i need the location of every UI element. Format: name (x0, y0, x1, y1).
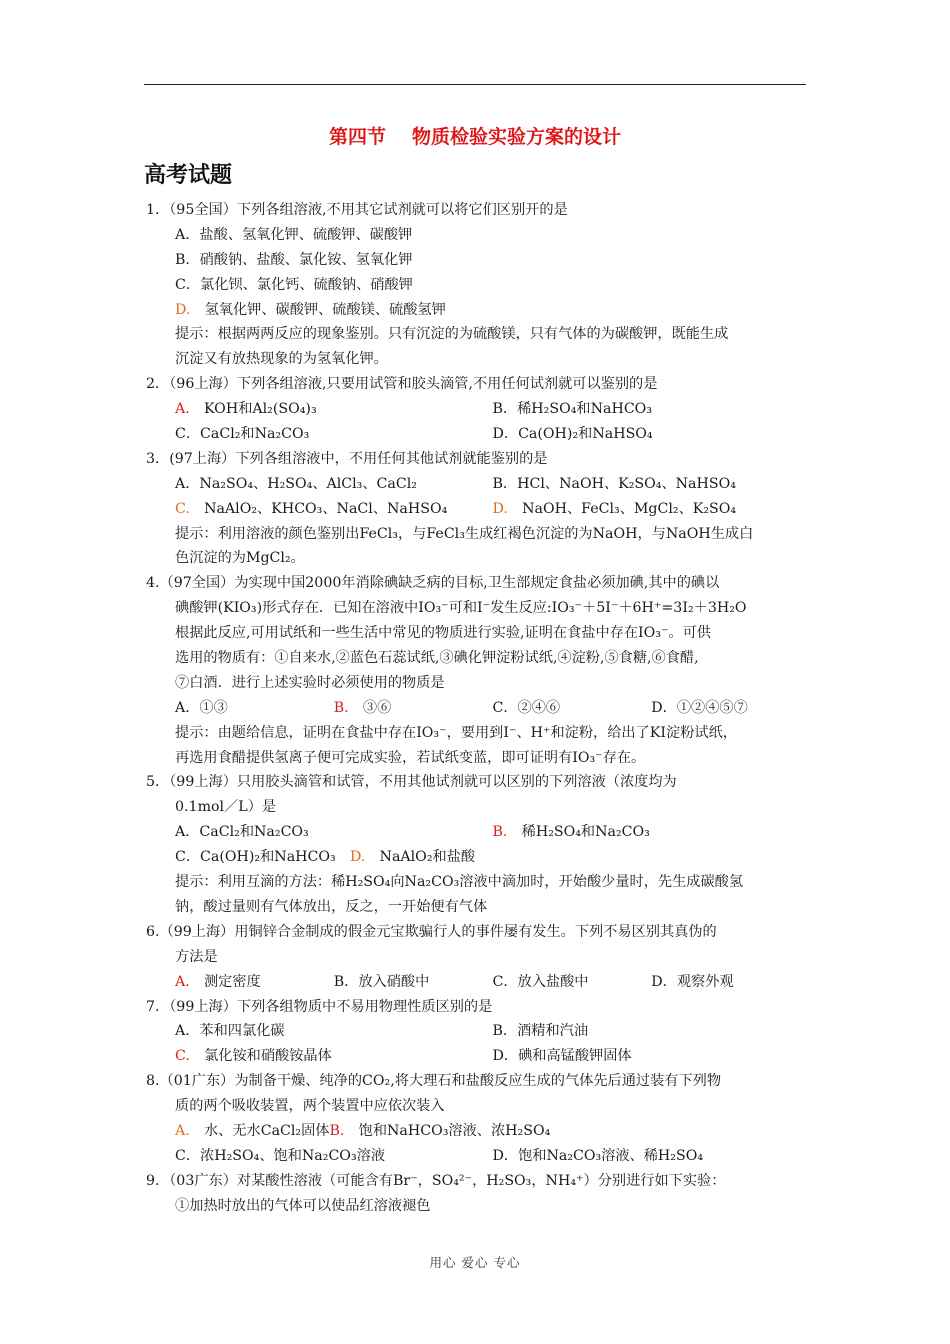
q5-stem-cont: 0.1mol／L）是 (175, 799, 277, 816)
q8-stem-cont: 质的两个吸收装置，两个装置中应依次装入 (175, 1098, 445, 1115)
q4-options: A．①③ B. ③⑥ C．②④⑥ D．①②④⑤⑦ (175, 699, 748, 716)
q5-hint: 提示：利用互滴的方法：稀H₂SO₄向Na₂CO₃溶液中滴加时，开始酸少量时，先生成碳酸氢 (175, 874, 744, 891)
question-list (146, 198, 810, 1219)
q7-stem: 7．（99上海）下列各组物质中不易用物理性质区别的是 (146, 998, 493, 1015)
answer-marker: C. (175, 500, 190, 517)
page-footer: 用心 爱心 专心 (429, 1255, 521, 1270)
answer-marker: B. (329, 1122, 345, 1139)
q4-stem-4: 选用的物质有：①自来水,②蓝色石蕊试纸,③碘化钾淀粉试纸,④淀粉,⑤食糖,⑥食醋, (175, 650, 699, 667)
q4-stem-3: 根据此反应,可用试纸和一些生活中常见的物质进行实验,证明在食盐中存在IO₃⁻。可供 (175, 625, 711, 642)
q8-options-ab: A. 水、无水CaCl₂固体B. 饱和NaHCO₃溶液、浓H₂SO₄ (175, 1122, 551, 1139)
q8-stem: 8.（01广东）为制备干燥、纯净的CO₂,将大理石和盐酸反应生成的气体先后通过装有下列物 (146, 1073, 722, 1090)
answer-marker: D. (175, 301, 191, 318)
q3-options-cd: C. NaAlO₂、KHCO₃、NaCl、NaHSO₄ D. NaOH、FeCl₃、MgCl₂、K₂SO₄ (175, 500, 737, 517)
section-title: 第四节 物质检验实验方案的设计 (328, 126, 622, 148)
q4-stem-2: 碘酸钾(KIO₃)形式存在．已知在溶液中IO₃⁻可和I⁻发生反应:IO₃⁻＋5I⁻＋6H⁺=3I₂＋3H₂O (175, 600, 747, 617)
q1-hint: 提示：根据两两反应的现象鉴别。只有沉淀的为硫酸镁，只有气体的为碳酸钾，既能生成 (175, 326, 729, 343)
answer-marker: D. (349, 849, 366, 866)
q1-option-b: B．硝酸钠、盐酸、氯化铵、氢氧化钾 (175, 251, 413, 268)
q1-option-d: D. 氢氧化钾、碳酸钾、硫酸镁、硫酸氢钾 (175, 301, 446, 318)
q1-option-a: A．盐酸、氢氧化钾、硫酸钾、碳酸钾 (175, 226, 413, 243)
q5-options-ab: A．CaCl₂和Na₂CO₃ B. 稀H₂SO₄和Na₂CO₃ (175, 824, 650, 841)
answer-marker: C. (175, 1048, 190, 1065)
q5-stem: 5．（99上海）只用胶头滴管和试管，不用其他试剂就可以区别的下列溶液（浓度均为 (146, 774, 677, 791)
answer-marker: A. (175, 973, 190, 990)
q4-stem-1: 4.（97全国）为实现中国2000年消除碘缺乏病的目标,卫生部规定食盐必须加碘,其中的碘以 (146, 575, 720, 592)
answer-marker: A. (175, 1122, 190, 1139)
q7-options-ab: A．苯和四氯化碳 B．酒精和汽油 (175, 1023, 589, 1040)
q9-stem: 9．（03广东）对某酸性溶液（可能含有Br⁻，SO₄²⁻，H₂SO₃，NH₄⁺）分别进行如下实验： (146, 1172, 726, 1189)
heading: 高考试题 (144, 163, 233, 188)
q6-stem: 6.（99上海）用铜锌合金制成的假金元宝欺骗行人的事件屡有发生。下列不易区别其真伪的 (146, 923, 717, 940)
q9-item-1: ①加热时放出的气体可以使品红溶液褪色 (175, 1197, 431, 1214)
q5-options-cd: C．Ca(OH)₂和NaHCO₃ D. NaAlO₂和盐酸 (175, 849, 476, 866)
answer-marker: D. (492, 500, 508, 517)
q2-options-ab: A. KOH和Al₂(SO₄)₃ B．稀H₂SO₄和NaHCO₃ (175, 401, 653, 418)
answer-marker: B. (492, 824, 508, 841)
q2-options-cd: C．CaCl₂和Na₂CO₃ D．Ca(OH)₂和NaHSO₄ (175, 426, 653, 443)
q6-stem-cont: 方法是 (175, 948, 218, 965)
header-rule (144, 84, 806, 85)
q3-stem: 3．(97上海）下列各组溶液中，不用任何其他试剂就能鉴别的是 (146, 450, 548, 467)
q8-options-cd: C．浓H₂SO₄、饱和Na₂CO₃溶液 D．饱和Na₂CO₃溶液、稀H₂SO₄ (175, 1147, 704, 1164)
answer-marker: B. (333, 699, 349, 716)
q5-hint-cont: 钠，酸过量则有气体放出，反之，一开始便有气体 (175, 898, 488, 915)
q1-hint-cont: 沉淀又有放热现象的为氢氧化钾。 (175, 351, 388, 368)
answer-marker: A. (175, 401, 190, 418)
q4-hint-cont: 再选用食醋提供氢离子便可完成实验，若试纸变蓝，即可证明有IO₃⁻存在。 (175, 749, 646, 766)
q6-options: A. 测定密度 B．放入硝酸中 C．放入盐酸中 D．观察外观 (175, 973, 734, 990)
q1-option-c: C．氯化钡、氯化钙、硫酸钠、硝酸钾 (175, 276, 413, 293)
q7-options-cd: C. 氯化铵和硝酸铵晶体 D．碘和高锰酸钾固体 (175, 1048, 632, 1065)
q2-stem: 2．（96上海）下列各组溶液,只要用试管和胶头滴管,不用任何试剂就可以鉴别的是 (146, 376, 658, 393)
q4-stem-5: ⑦白酒．进行上述实验时必须使用的物质是 (175, 674, 445, 691)
q1-stem: 1．（95全国）下列各组溶液,不用其它试剂就可以将它们区别开的是 (146, 202, 568, 218)
q3-hint-cont: 色沉淀的为MgCl₂。 (175, 550, 305, 567)
q3-hint: 提示：利用溶液的颜色鉴别出FeCl₃，与FeCl₃生成红褐色沉淀的为NaOH，与NaOH生成白 (175, 525, 754, 542)
q4-hint: 提示：由题给信息，证明在食盐中存在IO₃⁻，要用到I⁻、H⁺和淀粉，给出了KI淀粉试纸， (175, 724, 737, 741)
q3-options-ab: A．Na₂SO₄、H₂SO₄、AlCl₃、CaCl₂ B．HCl、NaOH、K₂SO₄、NaHSO₄ (175, 475, 736, 492)
